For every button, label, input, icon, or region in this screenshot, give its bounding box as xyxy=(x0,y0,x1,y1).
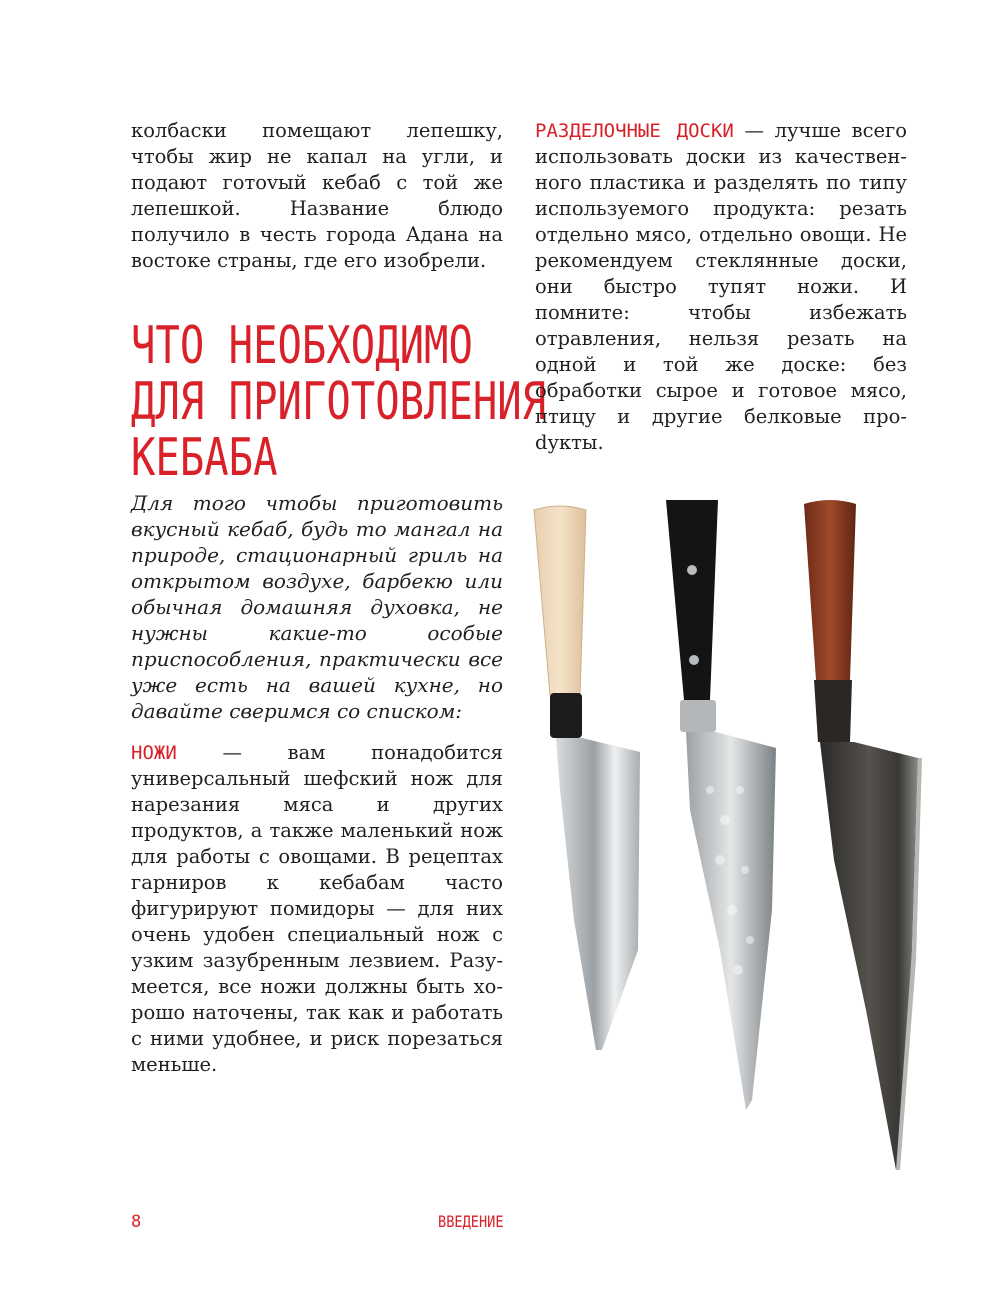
right-column xyxy=(535,118,907,456)
knives-illustration xyxy=(520,490,940,1180)
heading-line-2: ДЛЯ ПРИГОТОВЛЕНИЯ xyxy=(131,372,547,432)
boards-paragraph xyxy=(535,118,907,456)
boards-body: — лучше всего использовать доски из качественного пластика и разделять по типу используемого продукта: резать отдельно мясо, отдельно овощи. Не рекомендуем стеклянные доски, они быстро тупят ножи. И помните: чтобы избежать отравления, нельзя резать на одной и той же доске: без обработки сырое и готовое мясо, птицу и другие белковые проdукты. xyxy=(535,119,907,454)
heading-line-3: КЕБАБА xyxy=(131,428,278,488)
boards-lead: РАЗДЕЛОЧНЫЕ ДОСКИ xyxy=(535,120,734,142)
continuation-paragraph: колбаски помещают лепешку, чтобы жир не капал на угли, и подают готоvый кебаб с той же лепешкой. Название блюдо получило в честь города Адана на востоке страны, где его изобрели. xyxy=(131,119,503,272)
section-heading xyxy=(131,316,547,488)
page-number: 8 xyxy=(131,1212,142,1232)
left-column-top xyxy=(131,118,503,274)
knife-left xyxy=(534,506,640,1050)
heading-line-1: ЧТО НЕОБХОДИМО xyxy=(131,316,473,376)
knives-body: — вам понадобится универсальный шефский нож для нарезания мяса и других продуктов, а также маленький нож для работы с овощами. В рецептах гарниров к кебабам часто фигурируют помидоры — для них очень удобен специальный нож с узким зазубренным лезвием. Разумеется, все ножи должны быть хорошо наточены, так как и работать с ними удобнее, и риск порезаться меньше. xyxy=(131,741,503,1076)
intro-paragraph: Для того чтобы приготовить вкусный кебаб, будь то мангал на природе, стационарный гриль на открытом воздухе, барбекю или обычная домашняя духовка, не нужны какие-то особые приспособления, практически все уже есть на вашей кухне, но давайте сверимся со списком: xyxy=(131,491,503,723)
knife-center xyxy=(666,500,776,1110)
knives-lead: НОЖИ xyxy=(131,742,177,764)
knife-right xyxy=(804,500,922,1170)
knives-paragraph xyxy=(131,740,503,1078)
section-name: ВВЕДЕНИЕ xyxy=(438,1212,504,1231)
